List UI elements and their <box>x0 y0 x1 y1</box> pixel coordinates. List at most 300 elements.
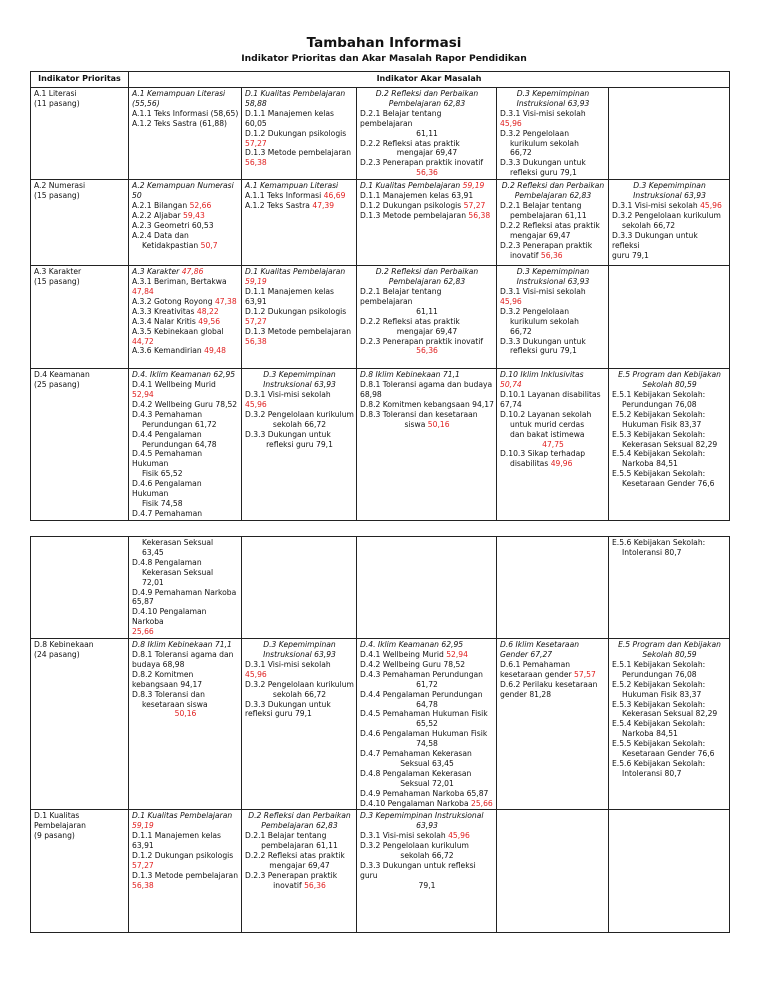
priority-label: Pembelajaran <box>34 821 86 831</box>
indicator-heading <box>132 267 239 277</box>
indicator-text: A.2.4 Data dan <box>132 230 189 240</box>
indicator-text: D.3.2 Pengelolaan <box>500 306 570 316</box>
indicator-line <box>360 670 494 680</box>
indicator-heading <box>245 181 354 191</box>
indicator-text: D.4. Iklim Keamanan 62,95 <box>132 370 236 380</box>
indicator-text: D.2 Refleksi dan Perbaikan <box>375 89 479 98</box>
indicator-text: E.5.2 Kebijakan Sekolah: <box>612 679 706 689</box>
indicator-text: Kekerasan Seksual <box>142 567 214 577</box>
indicator-text: E.5.5 Kebijakan Sekolah: <box>612 739 706 749</box>
indicator-heading <box>500 267 606 277</box>
highlight-score: 49,96 <box>550 459 573 469</box>
indicator-line <box>132 327 239 337</box>
indicator-text: 47,84 <box>132 286 154 296</box>
indicator-line <box>500 201 606 211</box>
indicator-text: A.1.1 Teks Informasi (58,65) <box>132 108 239 118</box>
indicator-text: Instruksional 63,93 <box>516 277 590 287</box>
indicator-line <box>360 709 494 719</box>
highlight-score: 57,57 <box>574 669 596 679</box>
indicator-line <box>245 139 354 149</box>
indicator-heading <box>500 181 606 191</box>
indicator-text: Kekerasan Seksual 82,29 <box>622 709 718 719</box>
indicator-text: 61,72 <box>416 679 438 689</box>
indicator-line <box>360 307 494 317</box>
indicator-heading <box>245 821 354 831</box>
indicator-line <box>132 287 239 297</box>
indicator-text: 72,01 <box>142 577 164 587</box>
indicator-text: pembelajaran 61,11 <box>510 210 587 220</box>
indicator-text: inovatif <box>273 880 305 890</box>
indicator-line <box>245 680 354 690</box>
indicator-line <box>245 327 354 337</box>
indicator-text: A.1 Kemampuan Literasi <box>245 181 339 191</box>
indicator-text: kurikulum sekolah <box>510 316 579 326</box>
indicator-text: sekolah 66,72 <box>622 220 676 230</box>
indicator-text: D.4.10 Pengalaman Narkoba <box>132 607 207 627</box>
priority-label: (25 pasang) <box>34 380 80 390</box>
indicator-text: E.5.3 Kebijakan Sekolah: <box>612 699 706 709</box>
indicator-text: kesetaraan gender <box>500 669 575 679</box>
indicator-line <box>500 241 606 251</box>
indicator-line <box>360 831 494 841</box>
priority-label: (9 pasang) <box>34 831 75 841</box>
indicator-text: D.1 Kualitas Pembelajaran <box>132 811 233 821</box>
indicator-line <box>500 317 606 327</box>
table-row <box>31 639 730 810</box>
indicator-line <box>500 221 606 231</box>
indicator-line <box>500 231 606 241</box>
indicator-text: 65,87 <box>132 597 154 607</box>
indicator-line <box>245 700 354 710</box>
indicator-text: A.3.5 Kebinekaan global <box>132 326 224 336</box>
indicator-line <box>132 337 239 347</box>
highlight-score: 48,22 <box>196 306 219 316</box>
indicator-text: D.1.3 Metode pembelajaran <box>245 326 352 336</box>
highlight-score: 57,27 <box>463 200 486 210</box>
highlight-score: 47,38 <box>214 296 237 306</box>
indicator-line <box>245 201 354 211</box>
indicator-heading <box>245 267 354 277</box>
table-row <box>31 88 730 180</box>
indicator-text: A.3.1 Beriman, Bertakwa <box>132 277 227 287</box>
indicator-line <box>132 607 239 627</box>
indicator-line <box>132 119 239 129</box>
header-prioritas: Indikator Prioritas <box>31 72 129 88</box>
indicator-text: E.5.5 Kebijakan Sekolah: <box>612 469 706 479</box>
indicator-heading <box>360 821 494 831</box>
indicator-text: D.1.2 Dukungan psikologis <box>245 128 347 138</box>
indicator-line <box>500 297 606 307</box>
indicator-text: 63,91 <box>245 296 267 306</box>
table-row <box>31 369 730 521</box>
indicator-text: D.4.1 Wellbeing Murid <box>132 380 216 390</box>
table-row <box>31 810 730 933</box>
indicator-heading <box>500 89 606 99</box>
root-cause-cell <box>242 266 357 369</box>
indicator-line <box>612 201 727 211</box>
indicator-line <box>612 719 727 729</box>
indicator-text: D.1.2 Dukungan psikologis <box>360 200 464 210</box>
indicator-text: Pembelajaran 62,83 <box>388 98 466 108</box>
indicator-text: 56,38 <box>245 336 267 346</box>
indicator-heading <box>132 89 239 99</box>
indicator-text: D.3.1 Visi-misi sekolah <box>360 831 449 841</box>
priority-label: A.1 Literasi <box>34 89 77 98</box>
indicator-line <box>500 327 606 337</box>
indicator-line <box>360 410 494 420</box>
highlight-score: 56,38 <box>468 210 491 220</box>
indicator-text: Hukuman Fisik 83,37 <box>622 419 702 429</box>
indicator-text: Sekolah 80,59 <box>642 380 697 390</box>
indicator-text: D.8 Iklim Kebinekaan 71,1 <box>360 370 460 380</box>
indicator-line <box>500 251 606 261</box>
indicator-line <box>360 129 494 139</box>
indicator-line <box>612 479 727 489</box>
root-cause-cell <box>357 266 497 369</box>
table-row <box>31 537 730 639</box>
indicator-line <box>245 317 354 327</box>
indicator-line <box>132 346 239 356</box>
root-cause-cell <box>129 369 242 521</box>
indicator-line <box>360 749 494 759</box>
indicator-text: Kesetaraan Gender 76,6 <box>622 479 715 489</box>
indicator-text: D.2 Refleksi dan Perbaikan <box>375 267 479 277</box>
root-cause-cell <box>497 537 609 639</box>
indicator-line <box>360 759 494 769</box>
priority-indicator-cell <box>31 88 129 180</box>
indicator-text: 45,96 <box>500 118 522 128</box>
indicator-line <box>245 690 354 700</box>
page-subtitle: Indikator Prioritas dan Akar Masalah Rapor Pendidikan <box>241 53 527 64</box>
indicator-heading <box>132 370 239 380</box>
indicator-line <box>500 660 606 670</box>
indicator-line <box>132 380 239 400</box>
root-cause-cell <box>357 369 497 521</box>
indicator-line <box>132 690 239 700</box>
indicator-line <box>360 851 494 861</box>
priority-label: D.1 Kualitas <box>34 811 80 821</box>
indicator-text: D.3.2 Pengelolaan <box>500 128 570 138</box>
indicator-line <box>132 241 239 251</box>
indicator-text: A.2 Kemampuan Numerasi <box>132 181 234 191</box>
priority-label: A.2 Numerasi <box>34 181 86 191</box>
indicator-line <box>360 211 494 221</box>
indicator-line <box>132 307 239 317</box>
indicator-text: 50 <box>132 191 142 201</box>
root-cause-cell <box>497 266 609 369</box>
indicator-line <box>245 119 354 129</box>
indicator-line <box>612 709 727 719</box>
indicator-text: refleksi guru 79,1 <box>245 709 312 719</box>
indicator-heading <box>132 191 239 201</box>
indicator-text: D.1.3 Metode pembelajaran <box>245 148 352 158</box>
indicator-line <box>132 400 239 410</box>
root-cause-cell <box>129 266 242 369</box>
indicator-text: D.4.9 Pemahaman Narkoba 65,87 <box>360 788 489 798</box>
table-row <box>31 180 730 266</box>
indicator-heading <box>500 380 606 390</box>
indicator-text: 66,72 <box>510 148 532 158</box>
indicator-line <box>612 459 727 469</box>
indicator-text: 57,27 <box>245 316 267 326</box>
indicator-line <box>500 400 606 410</box>
indicator-text: D.3.3 Dukungan untuk refleksi guru <box>360 861 476 880</box>
indicator-text: D.3.2 Pengelolaan kurikulum <box>245 409 354 419</box>
indicator-text: D.3.1 Visi-misi sekolah <box>245 659 331 669</box>
indicator-text: D.4.8 Pengalaman Kekerasan <box>360 768 472 778</box>
indicator-text: D.3.3 Dukungan untuk <box>500 158 586 168</box>
indicator-line <box>132 841 239 851</box>
highlight-score: 46,69 <box>323 191 346 201</box>
indicator-line <box>245 297 354 307</box>
indicator-line <box>612 390 727 400</box>
indicator-line <box>245 390 354 410</box>
indicator-text: D.2.2 Refleksi atas praktik <box>360 138 460 148</box>
root-cause-cell <box>609 639 730 810</box>
indicator-text: siswa <box>404 419 428 429</box>
indicator-line <box>132 627 239 637</box>
indicator-text: D.3.3 Dukungan untuk <box>245 429 331 439</box>
indicator-line <box>132 420 239 430</box>
indicator-text: D.4.7 Pemahaman Kekerasan <box>360 749 472 759</box>
indicator-text: 50,16 <box>174 709 197 719</box>
highlight-score: 49,56 <box>198 316 221 326</box>
indicator-text: Narkoba 84,51 <box>622 729 678 739</box>
indicator-text: Intoleransi 80,7 <box>622 547 682 557</box>
indicator-text: Intoleransi 80,7 <box>622 768 682 778</box>
indicator-text: 74,58 <box>416 739 438 749</box>
indicator-text: Narkoba 84,51 <box>622 459 678 469</box>
indicator-line <box>500 168 606 178</box>
indicator-text: D.3.3 Dukungan untuk <box>245 699 331 709</box>
indicator-text: 65,52 <box>416 719 438 729</box>
indicator-text: E.5 Program dan Kebijakan <box>618 370 721 380</box>
indicator-line <box>245 660 354 680</box>
indicator-text: 56,36 <box>416 346 438 356</box>
indicator-line <box>612 211 727 221</box>
indicator-text: Ketidakpastian <box>142 240 201 250</box>
indicator-line <box>245 158 354 168</box>
priority-label: (11 pasang) <box>34 98 80 108</box>
indicator-line <box>132 410 239 420</box>
root-cause-cell <box>609 88 730 180</box>
indicator-text: D.1.2 Dukungan psikologis <box>245 306 347 316</box>
indicator-text: 60,05 <box>245 118 267 128</box>
indicator-text: E.5.6 Kebijakan Sekolah: <box>612 758 706 768</box>
indicator-line <box>360 148 494 158</box>
indicator-text: refleksi guru 79,1 <box>266 439 333 449</box>
indicator-text: mengajar 69,47 <box>269 861 330 870</box>
highlight-score: 59,43 <box>183 210 205 220</box>
indicator-line <box>132 650 239 660</box>
indicator-text: D.3 Kepemimpinan <box>633 181 706 191</box>
indicator-text: E.5.4 Kebijakan Sekolah: <box>612 719 706 729</box>
indicator-heading <box>245 380 354 390</box>
indicator-line <box>245 287 354 297</box>
indicator-text: D.1.3 Metode pembelajaran <box>360 210 469 220</box>
indicator-text: 64,78 <box>416 699 438 709</box>
indicator-line <box>500 158 606 168</box>
indicator-line <box>132 578 239 588</box>
indicator-text: E.5.1 Kebijakan Sekolah: <box>612 389 706 399</box>
indicator-line <box>360 660 494 670</box>
indicator-line <box>612 221 727 231</box>
indicator-text: E.5.6 Kebijakan Sekolah: <box>612 538 706 547</box>
root-cause-cell <box>497 810 609 933</box>
indicator-line <box>612 538 727 548</box>
indicator-text: D.2.2 Refleksi atas praktik <box>360 316 460 326</box>
priority-label: D.4 Keamanan <box>34 370 90 380</box>
indicator-text: Pembelajaran 62,83 <box>388 277 466 287</box>
indicator-line <box>360 650 494 660</box>
indicator-text: D.3.1 Visi-misi sekolah <box>612 200 701 210</box>
indicator-line <box>360 729 494 739</box>
indicator-text: D.8.2 Komitmen <box>132 669 194 679</box>
priority-label: A.3 Karakter <box>34 267 82 277</box>
indicator-line <box>360 739 494 749</box>
indicator-text: D.2.1 Belajar tentang pembelajaran <box>360 286 442 306</box>
indicator-line <box>360 346 494 356</box>
indicator-line <box>500 129 606 139</box>
indicator-line <box>500 390 606 400</box>
indicator-heading <box>245 811 354 821</box>
indicator-text: A.3.3 Kreativitas <box>132 306 197 316</box>
indicator-text: D.1.3 Metode pembelajaran <box>132 870 239 880</box>
root-cause-cell <box>497 369 609 521</box>
root-cause-cell <box>129 88 242 180</box>
indicator-line <box>360 690 494 700</box>
indicator-line <box>132 211 239 221</box>
indicator-line <box>360 719 494 729</box>
indicator-text: Kekerasan Seksual <box>142 538 214 547</box>
indicator-text: Perundungan 76,08 <box>622 399 697 409</box>
indicator-text: sekolah 66,72 <box>272 419 327 429</box>
indicator-heading <box>132 821 239 831</box>
indicator-line <box>245 871 354 881</box>
indicator-text: Instruksional 63,93 <box>633 191 706 201</box>
indicator-line <box>360 420 494 430</box>
indicator-line <box>132 700 239 710</box>
indicator-table-part-1 <box>30 71 730 521</box>
indicator-heading <box>245 89 354 99</box>
indicator-text: kesetaraan siswa <box>142 699 208 709</box>
indicator-text: D.1.1 Manajemen kelas <box>245 108 335 118</box>
indicator-line <box>360 191 494 201</box>
indicator-table-part-2 <box>30 536 730 933</box>
indicator-heading <box>500 99 606 109</box>
indicator-text: D.2.3 Penerapan praktik inovatif <box>360 336 484 346</box>
indicator-heading <box>612 191 727 201</box>
highlight-score: 25,66 <box>471 798 493 808</box>
indicator-text: D.6.2 Perilaku kesetaraan <box>500 679 598 689</box>
indicator-line <box>360 287 494 307</box>
indicator-text: sekolah 66,72 <box>400 851 454 861</box>
indicator-text: Instruksional 63,93 <box>263 649 336 659</box>
indicator-text: A.3.4 Nalar Kritis <box>132 316 199 326</box>
indicator-line <box>245 191 354 201</box>
indicator-text: mengajar 69,47 <box>396 148 458 158</box>
indicator-text: 58,88 <box>245 98 267 108</box>
highlight-score: 45,96 <box>448 831 470 841</box>
indicator-line <box>360 700 494 710</box>
indicator-heading <box>360 181 494 191</box>
indicator-text: D.1 Kualitas Pembelajaran <box>245 267 346 277</box>
indicator-line <box>132 538 239 548</box>
highlight-score: 50,7 <box>200 240 218 250</box>
indicator-text: D.3.1 Visi-misi sekolah <box>500 108 586 118</box>
indicator-line <box>245 430 354 440</box>
indicator-text: (55,56) <box>132 98 160 108</box>
highlight-score: 49,48 <box>204 346 226 356</box>
indicator-text: D.1.2 Dukungan psikologis <box>132 851 234 861</box>
indicator-line <box>132 861 239 871</box>
indicator-text: Pembelajaran 62,83 <box>514 191 592 201</box>
indicator-text: D.8.3 Toleransi dan <box>132 689 205 699</box>
indicator-text: 45,96 <box>500 296 522 306</box>
indicator-line <box>132 709 239 719</box>
indicator-text: D.8.2 Komitmen kebangsaan 94,17 <box>360 399 494 409</box>
root-cause-cell <box>242 88 357 180</box>
indicator-text: 44,72 <box>132 336 154 346</box>
indicator-line <box>132 430 239 440</box>
indicator-text: 57,27 <box>132 861 154 870</box>
indicator-text: D.4.5 Pemahaman Hukuman <box>132 449 203 469</box>
indicator-line <box>360 380 494 390</box>
highlight-score: 52,94 <box>132 389 154 399</box>
indicator-line <box>612 749 727 759</box>
indicator-line <box>612 400 727 410</box>
indicator-line <box>132 449 239 469</box>
indicator-heading <box>360 811 494 821</box>
indicator-text: Perundungan 61,72 <box>142 419 217 429</box>
indicator-line <box>500 690 606 700</box>
indicator-text: 59,19 <box>245 277 267 287</box>
indicator-text: disabilitas <box>510 459 551 469</box>
indicator-text: D.2.1 Belajar tentang pembelajaran <box>360 108 442 128</box>
indicator-text: D.4.2 Wellbeing Guru 78,52 <box>360 659 466 669</box>
indicator-line <box>500 420 606 430</box>
indicator-text: 79,1 <box>418 880 436 890</box>
indicator-heading <box>360 370 494 380</box>
indicator-text: D.3.2 Pengelolaan kurikulum <box>612 210 721 220</box>
highlight-score: 45,96 <box>700 200 722 210</box>
indicator-text: D.2.3 Penerapan praktik inovatif <box>360 158 484 168</box>
indicator-text: D.4.8 Pengalaman <box>132 557 202 567</box>
indicator-line <box>245 129 354 139</box>
indicator-line <box>360 201 494 211</box>
indicator-text: A.2.2 Aljabar <box>132 210 184 220</box>
indicator-text: D.4.1 Wellbeing Murid <box>360 649 447 659</box>
root-cause-cell <box>497 180 609 266</box>
indicator-text: D.2.1 Belajar tentang <box>245 831 327 841</box>
highlight-score: 52,94 <box>446 649 468 659</box>
indicator-line <box>132 221 239 231</box>
indicator-text: D.4.3 Pemahaman <box>132 409 203 419</box>
indicator-text: Seksual 63,45 <box>400 758 454 768</box>
indicator-text: budaya 68,98 <box>132 659 185 669</box>
indicator-line <box>500 109 606 119</box>
indicator-line <box>360 337 494 347</box>
indicator-line <box>132 469 239 479</box>
indicator-text: 63,93 <box>416 821 438 831</box>
indicator-line <box>360 861 494 881</box>
indicator-heading <box>245 277 354 287</box>
priority-indicator-cell <box>31 369 129 521</box>
indicator-line <box>245 410 354 420</box>
indicator-line <box>500 139 606 149</box>
indicator-line <box>360 168 494 178</box>
indicator-text: E.5.4 Kebijakan Sekolah: <box>612 449 706 459</box>
